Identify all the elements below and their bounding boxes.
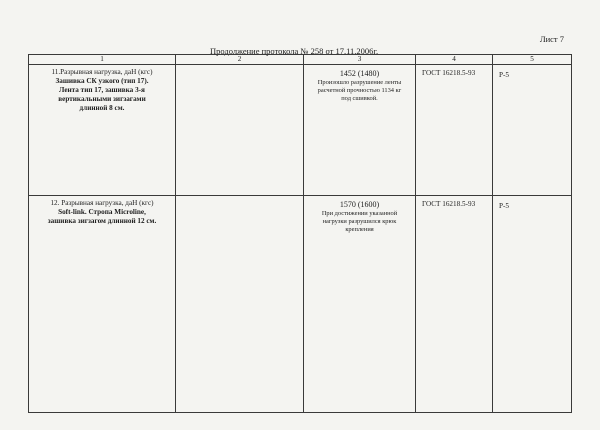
empty-cell [176,65,304,196]
result-note-line: При достижении указанной [321,210,398,217]
table-row [29,196,572,413]
result-cell [304,65,416,196]
result-note-line: крепления [345,226,374,233]
column-number-5: 5 [493,55,572,65]
result-note-line: нагрузки разрушился крюк [322,218,397,225]
parameter-title: 12. Разрывная нагрузка, даН (кгс) [50,199,154,207]
column-number-3: 3 [304,55,416,65]
parameter-description-line: длинной 8 см. [79,104,125,112]
column-number-1: 1 [29,55,176,65]
parameter-title: 11.Разрывная нагрузка, даН (кгс) [51,68,153,76]
protocol-table [28,54,572,413]
table-row [29,65,572,196]
reference-cell: Р-5 [493,65,572,196]
parameter-description-line: зашивка зигзагом длинной 12 см. [47,217,157,225]
parameter-description-line: Зашивка СК узкого (тип 17). [55,77,149,85]
method-cell: ГОСТ 16218.5-93 [416,65,493,196]
result-note-line: Произошло разрушение ленты [317,79,402,86]
result-cell [304,196,416,413]
column-number-row [29,55,572,65]
parameter-description-line: Soft-link. Стропа Microline, [58,208,146,216]
result-note-line: расчетной прочностью 1134 кг [317,87,402,94]
parameter-description-line: вертикальными зигзагами [58,95,146,103]
reference-cell: Р-5 [493,196,572,413]
parameter-description-line: Лента тип 17, зашивка 3-я [59,86,145,94]
sheet-label: Лист 7 [539,34,564,44]
empty-cell [176,196,304,413]
protocol-continuation-title: Продолжение протокола № 258 от 17.11.2006г. [210,46,379,56]
parameter-cell [29,65,176,196]
column-number-2: 2 [176,55,304,65]
result-value: 1570 (1600) [339,200,380,209]
column-number-4: 4 [416,55,493,65]
method-cell: ГОСТ 16218.5-93 [416,196,493,413]
result-value: 1452 (1480) [339,69,380,78]
result-note-line: под сшивкой. [341,95,378,102]
parameter-cell [29,196,176,413]
